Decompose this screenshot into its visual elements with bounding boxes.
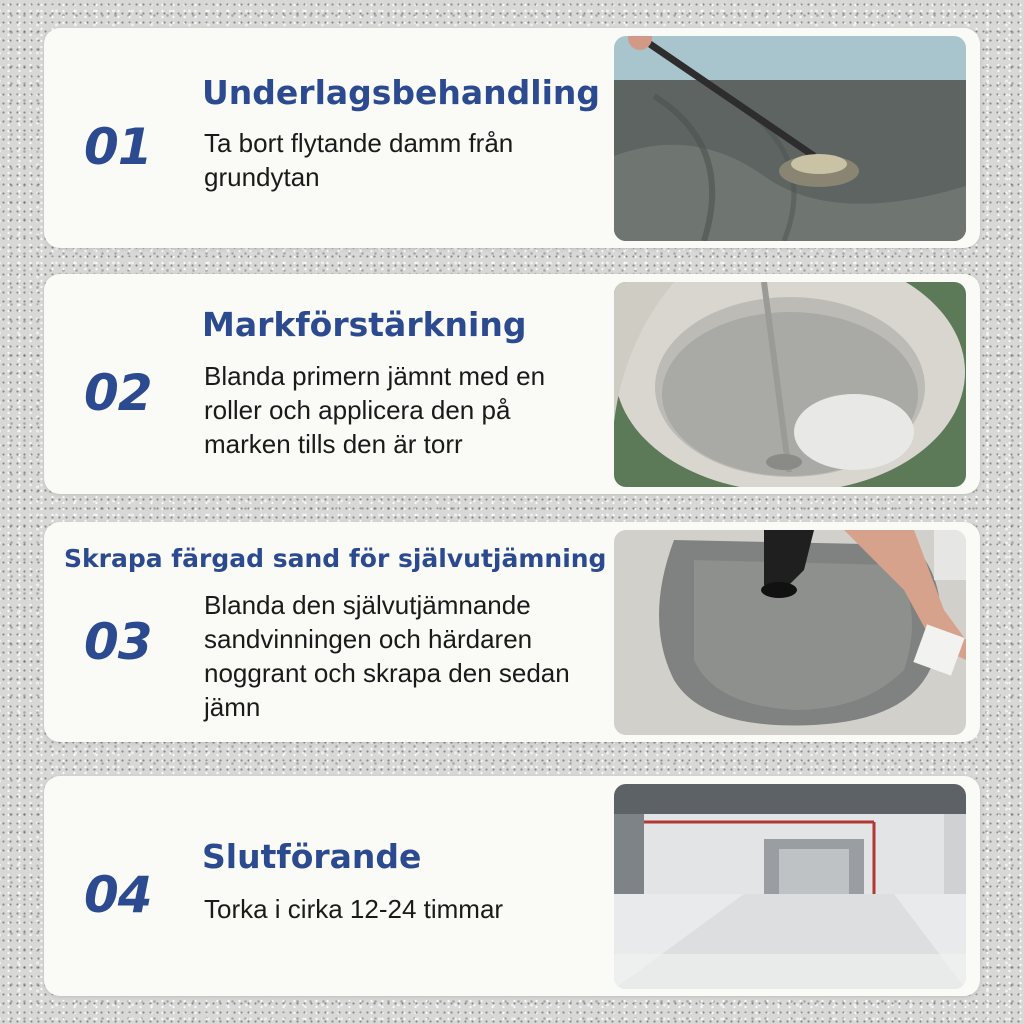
step-description: Blanda den självutjämnande sandvinningen och härdaren noggrant och skrapa den sedan jämn [204,590,570,722]
step-number: 02 [84,364,152,422]
step-card-3 [44,522,980,742]
step-description: Torka i cirka 12-24 timmar [204,894,504,924]
finished-warehouse-photo [614,784,966,989]
mixing-bucket-photo [614,282,966,487]
step-number: 04 [84,866,152,924]
step-card-2 [44,274,980,494]
step-card-1 [44,28,980,248]
step-description: Blanda primern jämnt med en roller och applicera den på marken tills den är torr [204,361,546,459]
scraping-floor-photo [614,530,966,735]
step-title: Markförstärkning [202,305,527,344]
step-card-4 [44,776,980,996]
mopping-floor-photo [614,36,966,241]
step-description: Ta bort flytande damm från grundytan [204,128,514,192]
step-number: 01 [84,118,152,176]
step-title: Underlagsbehandling [202,73,601,112]
step-title: Slutförande [202,837,422,876]
step-number: 03 [84,613,152,671]
step-title: Skrapa färgad sand för självutjämning [64,544,607,573]
